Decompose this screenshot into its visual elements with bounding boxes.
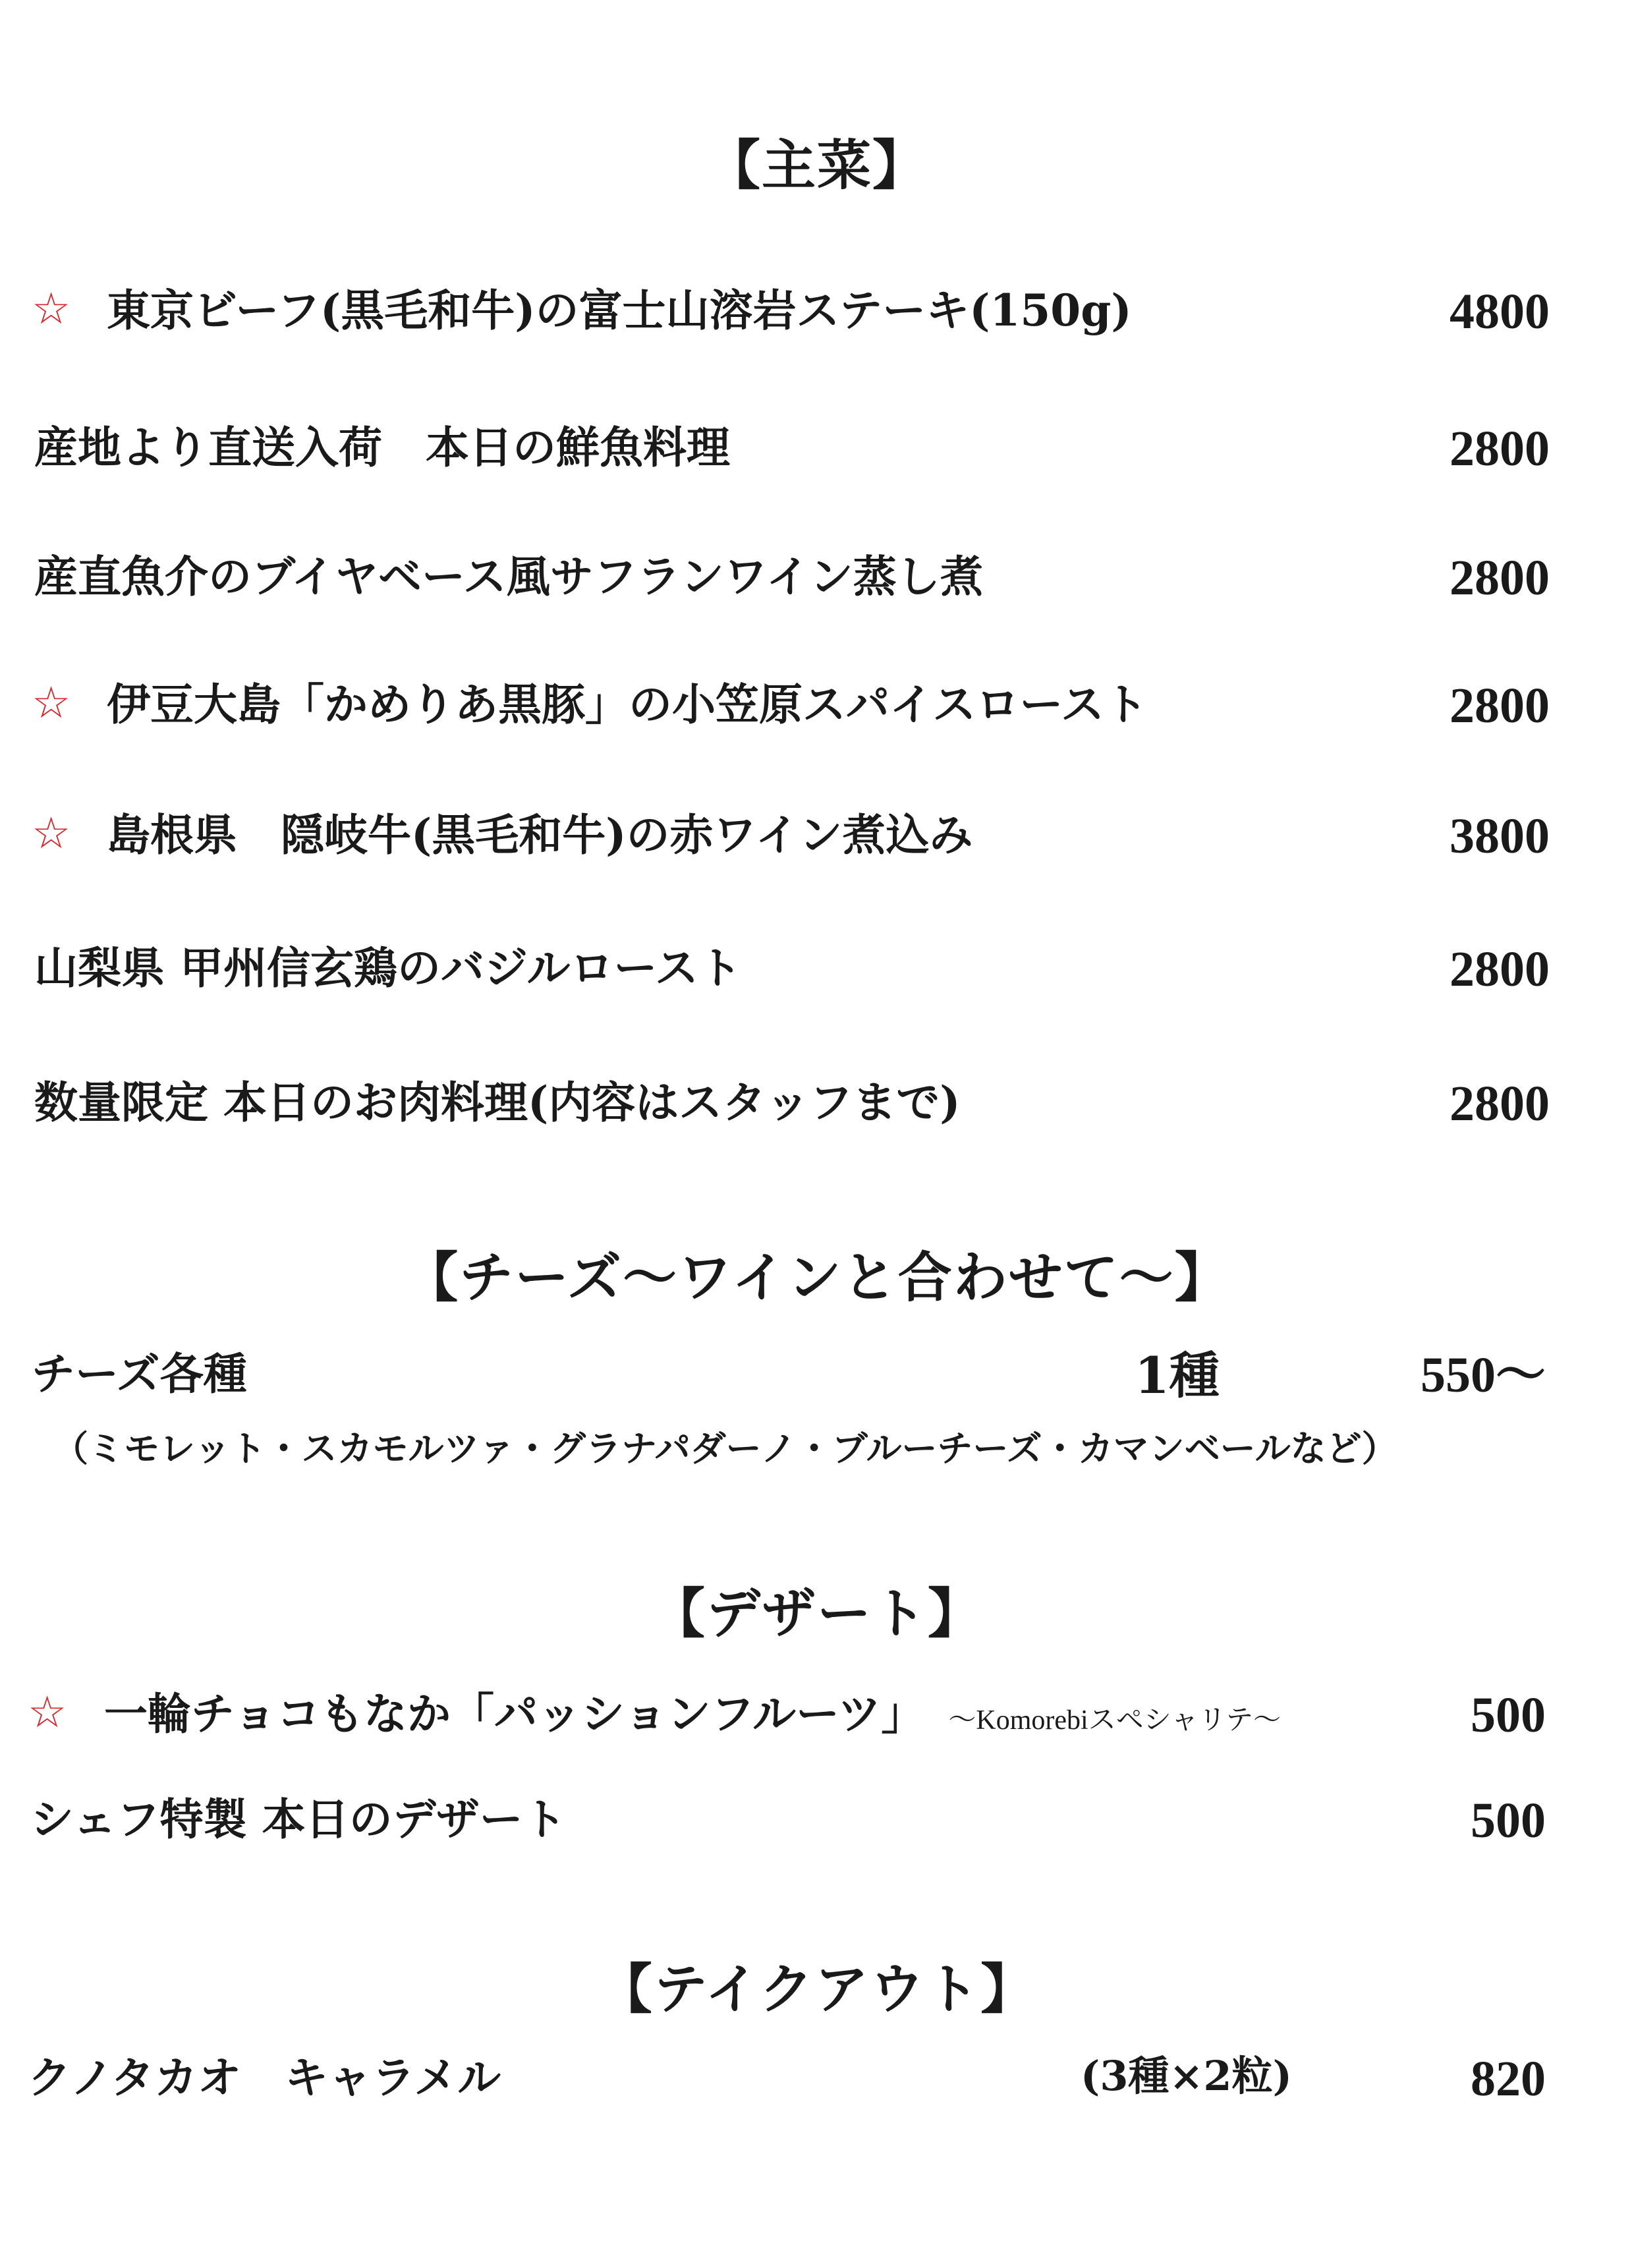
menu-item-name: 産地より直送入荷 本日の鮮魚料理 [34,422,730,473]
menu-item [0,809,1634,868]
main-dishes-heading: 【主菜】 [706,134,928,197]
menu-item-takeout [0,2052,1634,2111]
menu-item-name: 伊豆大島「かめりあ黒豚」の小笠原スパイスロースト [107,679,1148,730]
menu-item-name: クノタカオ キャラメル [28,2052,501,2103]
menu-item-price: 500 [1471,1687,1546,1743]
cheese-note: （ミモレット・スカモルツァ・グラナパダーノ・ブルーチーズ・カマンベールなど） [53,1427,1397,1469]
menu-item [0,1688,1634,1747]
star-icon: ☆ [28,1687,67,1738]
specialite-note: ～Komorebiスペシャリテ～ [948,1705,1282,1736]
menu-item-name: 数量限定 本日のお肉料理(内容はスタッフまで) [34,1077,961,1128]
takeout-heading: 【テイクアウト】 [598,1958,1036,2021]
menu-item-price: 820 [1471,2051,1546,2107]
cheese-heading: 【チーズ～ワインと合わせて～】 [404,1246,1230,1309]
menu-item-price: 2800 [1450,1076,1550,1131]
menu-item [0,942,1634,1002]
menu-item [0,551,1634,610]
menu-item-price: 2800 [1450,678,1550,733]
menu-item-price: 4800 [1450,284,1550,339]
star-icon: ☆ [32,808,71,859]
menu-item-price: 2800 [1450,550,1550,606]
menu-item-price: 500 [1471,1793,1546,1848]
menu-item [0,1077,1634,1136]
star-icon: ☆ [32,677,71,728]
menu-item-name: 島根県 隠岐牛(黒毛和牛)の赤ワイン煮込み [107,809,973,861]
menu-item [0,679,1634,738]
menu-item-name: 東京ビーフ(黒毛和牛)の富士山溶岩ステーキ(150g) [107,285,1132,336]
menu-item-cheese [0,1348,1634,1407]
menu-item-price: 2800 [1450,942,1550,997]
menu-item-name: チーズ各種 [32,1348,247,1400]
menu-item-name: シェフ特製 本日のデザート [30,1794,567,1845]
menu-item-name: 山梨県 甲州信玄鶏のバジルロースト [34,942,743,994]
menu-item-name: 産直魚介のブイヤベース風サフランワイン蒸し煮 [34,551,984,602]
menu-item-price: 2800 [1450,421,1550,476]
dessert-heading: 【デザート】 [650,1582,983,1645]
menu-item-name: 一輪チョコもなか「パッションフルーツ」 ～Komorebiスペシャリテ～ [104,1688,1282,1740]
menu-item [0,285,1634,344]
menu-item-price: 3800 [1450,808,1550,864]
menu-item [0,1794,1634,1853]
menu-item-price: 550～ [1421,1347,1546,1403]
menu-item [0,422,1634,481]
star-icon: ☆ [32,283,71,334]
menu-item-qty: (3種×2粒) [1081,2052,1292,2100]
menu-item-unit: 1種 [1135,1346,1220,1405]
